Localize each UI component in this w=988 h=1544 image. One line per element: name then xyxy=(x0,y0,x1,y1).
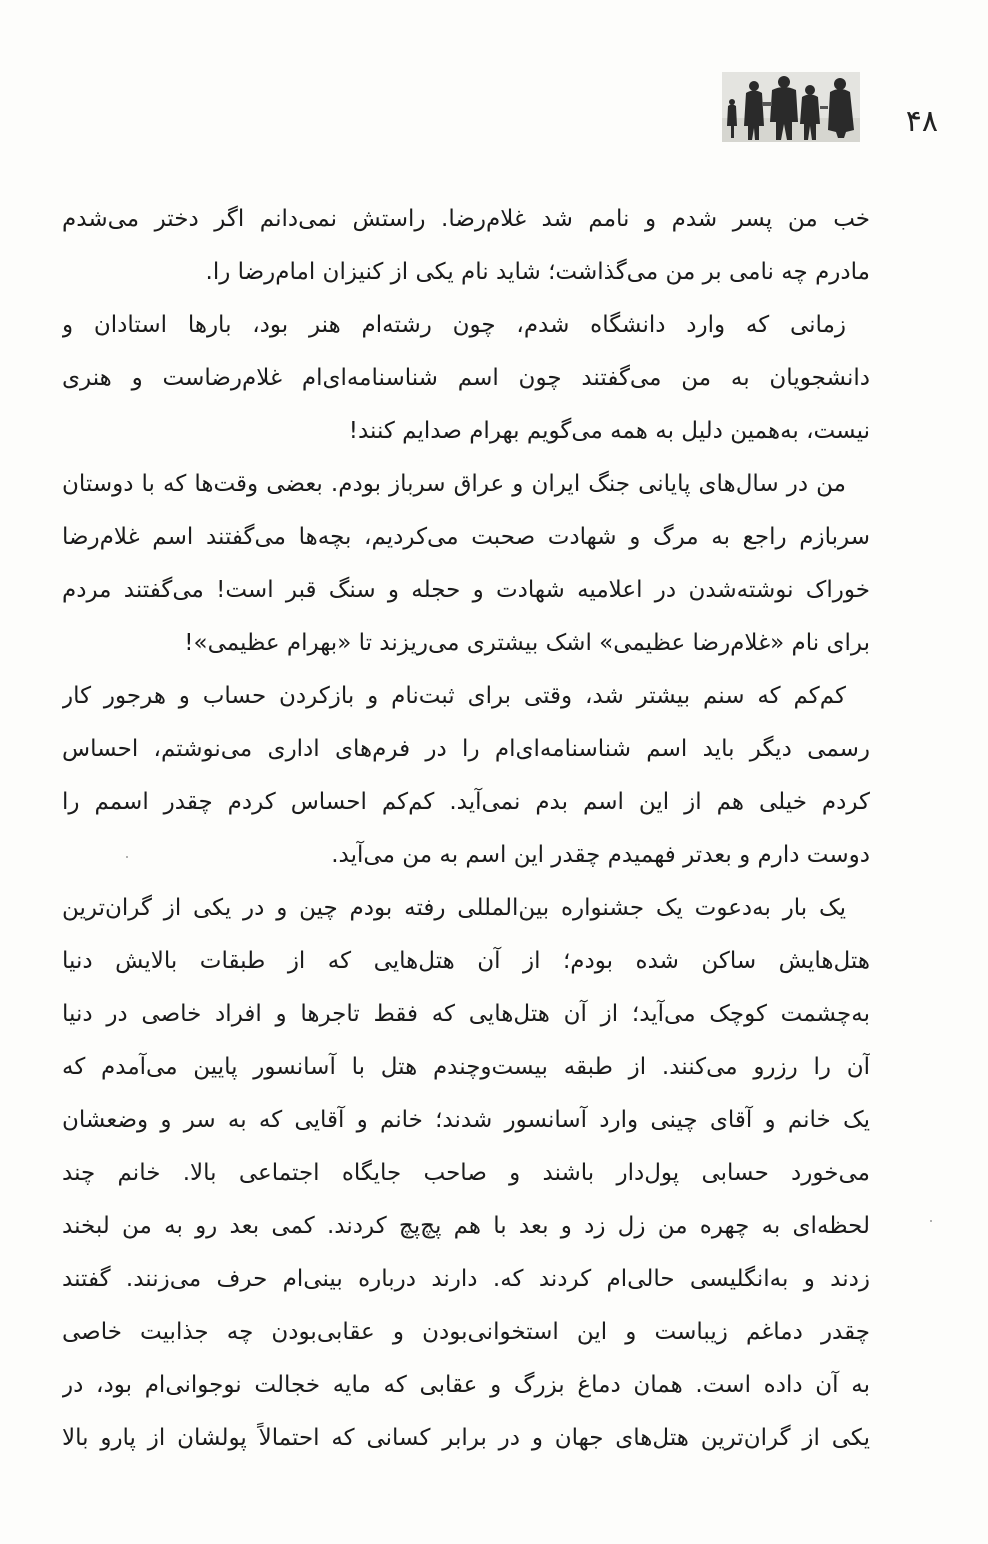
text-line: لحظه‌ای به چهره من زل زد و بعد با هم پچ‌پچ کردند. کمی بعد رو به من لبخند xyxy=(62,1213,870,1239)
text-line: یک بار به‌دعوت یک جشنواره بین‌المللی رفته بودم چین و در یکی از گران‌ترین xyxy=(62,895,846,921)
text-line: نیست، به‌همین دلیل به همه می‌گویم بهرام صدایم کنند! xyxy=(348,418,870,444)
text-line: آن را رزرو می‌کنند. از طبقه بیست‌وچندم هتل با آسانسور پایین می‌آمدم که xyxy=(62,1054,870,1080)
text-line: یک خانم و آقای چینی وارد آسانسور شدند؛ خانم و آقایی که به سر و وضعشان xyxy=(62,1107,870,1133)
text-line: خوراک نوشته‌شدن در اعلامیه شهادت و حجله و سنگ قبر است! می‌گفتند مردم xyxy=(62,577,870,603)
text-line: زدند و به‌انگلیسی حالی‌ام کردند که. دارند درباره بینی‌ام حرف می‌زنند. گفتند xyxy=(62,1266,870,1292)
text-line: می‌خورد حسابی پول‌دار باشند و صاحب جایگاه اجتماعی بالا. خانم چند xyxy=(62,1160,870,1186)
text-line: یکی از گران‌ترین هتل‌های جهان و در برابر کسانی که احتمالاً پولشان از پارو بالا xyxy=(62,1425,870,1451)
text-line: سربازم راجع به مرگ و شهادت صحبت می‌کردیم، بچه‌ها می‌گفتند اسم غلام‌رضا xyxy=(62,524,870,550)
text-line: برای نام «غلام‌رضا عظیمی» اشک بیشتری می‌ریزند تا «بهرام عظیمی»! xyxy=(184,630,870,656)
text-line: خب من پسر شدم و نامم شد غلام‌رضا. راستش نمی‌دانم اگر دختر می‌شدم xyxy=(62,206,870,232)
paper-speck xyxy=(930,1220,932,1222)
header-people-photo xyxy=(722,72,860,142)
text-line: کردم خیلی هم از این اسم بدم نمی‌آید. کم‌کم احساس کردم چقدر اسمم را xyxy=(62,789,870,815)
paper-speck xyxy=(126,856,128,858)
text-line: من در سال‌های پایانی جنگ ایران و عراق سرباز بودم. بعضی وقت‌ها که با دوستان xyxy=(62,471,846,497)
text-line: رسمی دیگر باید اسم شناسنامه‌ای‌ام را در فرم‌های اداری می‌نوشتم، احساس xyxy=(62,736,870,762)
text-line: کم‌کم که سنم بیشتر شد، وقتی برای ثبت‌نام و بازکردن حساب و هرجور کار xyxy=(62,683,846,709)
text-line: دانشجویان به من می‌گفتند چون اسم شناسنامه‌ای‌ام غلام‌رضاست و هنری xyxy=(62,365,870,391)
text-line: چقدر دماغم زیباست و این استخوانی‌بودن و عقابی‌بودن چه جذابیت خاصی xyxy=(62,1319,870,1345)
body-text xyxy=(62,190,870,1490)
text-line: به‌چشمت کوچک می‌آید؛ از آن هتل‌هایی که فقط تاجرها و افراد خاصی در دنیا xyxy=(62,1001,870,1027)
text-line: به آن داده است. همان دماغ بزرگ و عقابی که مایه خجالت نوجوانی‌ام بود، در xyxy=(62,1372,870,1398)
text-line: دوست دارم و بعدتر فهمیدم چقدر این اسم به من می‌آید. xyxy=(331,842,870,868)
text-line: زمانی که وارد دانشگاه شدم، چون رشته‌ام هنر بود، بارها استادان و xyxy=(62,312,846,338)
text-line: هتل‌هایش ساکن شده بودم؛ از آن هتل‌هایی که از طبقات بالایش دنیا xyxy=(62,948,870,974)
text-line: مادرم چه نامی بر من می‌گذاشت؛ شاید نام یکی از کنیزان امام‌رضا را. xyxy=(205,259,870,285)
page-number: ۴۸ xyxy=(905,104,938,139)
